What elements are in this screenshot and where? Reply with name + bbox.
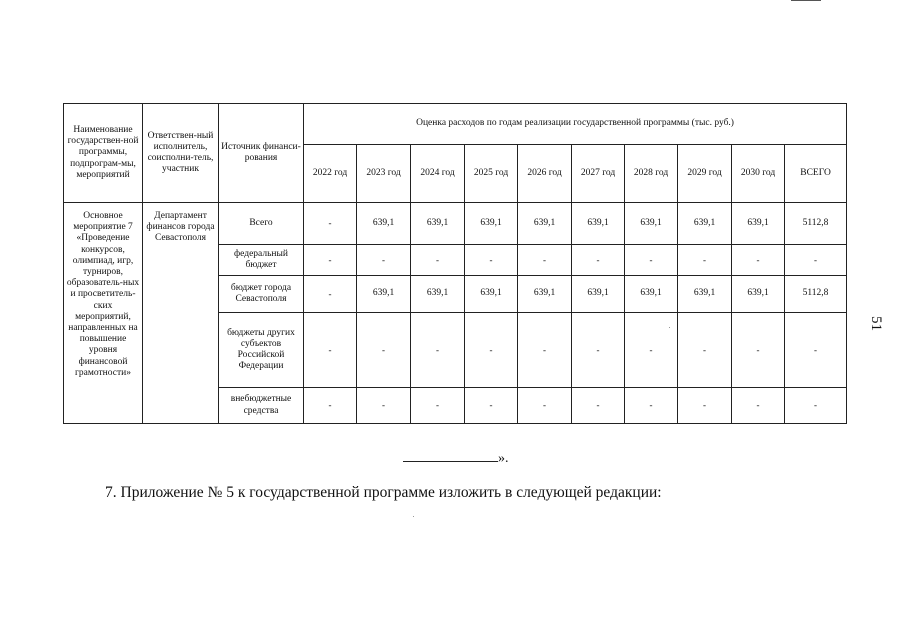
value-cell: - xyxy=(411,313,465,388)
source-cell: внебюджетные средства xyxy=(219,388,304,424)
value-cell: - xyxy=(678,313,732,388)
source-cell: бюджет города Севастополя xyxy=(219,276,304,313)
value-cell: - xyxy=(357,313,411,388)
value-cell: - xyxy=(357,245,411,276)
value-cell: - xyxy=(785,313,847,388)
year-header-cell: 2026 год xyxy=(518,145,572,203)
value-cell: 639,1 xyxy=(411,276,465,313)
value-cell: - xyxy=(465,388,518,424)
value-cell: - xyxy=(465,245,518,276)
value-cell: - xyxy=(304,388,357,424)
value-cell: 639,1 xyxy=(678,203,732,245)
header-source: Источник финанси-рования xyxy=(219,104,304,203)
value-cell: - xyxy=(357,388,411,424)
value-cell: 5112,8 xyxy=(785,276,847,313)
year-header-cell: 2022 год xyxy=(304,145,357,203)
value-cell: 639,1 xyxy=(518,276,572,313)
value-cell: 639,1 xyxy=(625,276,678,313)
value-cell: 639,1 xyxy=(357,203,411,245)
value-cell: 639,1 xyxy=(732,276,785,313)
year-header-cell: 2023 год xyxy=(357,145,411,203)
activity-executor: Департамент финансов города Севастополя xyxy=(143,203,219,424)
scan-top-line xyxy=(791,0,821,1)
value-cell: - xyxy=(785,245,847,276)
value-cell: - xyxy=(304,203,357,245)
value-cell: 639,1 xyxy=(678,276,732,313)
value-cell: - xyxy=(518,245,572,276)
source-cell: бюджеты других субъектов Российской Федерации xyxy=(219,313,304,388)
amendment-paragraph: 7. Приложение № 5 к государственной программе изложить в следующей редакции: xyxy=(105,484,662,501)
value-cell: - xyxy=(732,313,785,388)
value-cell: 639,1 xyxy=(572,203,625,245)
year-header-cell: 2025 год xyxy=(465,145,518,203)
value-cell: - xyxy=(678,245,732,276)
underline-blank xyxy=(403,450,498,462)
source-cell: федеральный бюджет xyxy=(219,245,304,276)
value-cell: - xyxy=(732,388,785,424)
year-header-cell: 2029 год xyxy=(678,145,732,203)
value-cell: - xyxy=(572,388,625,424)
value-cell: 639,1 xyxy=(465,203,518,245)
value-cell: 639,1 xyxy=(411,203,465,245)
closing-quote: ». xyxy=(498,451,509,466)
value-cell: - xyxy=(785,388,847,424)
value-cell: - xyxy=(304,276,357,313)
value-cell: - xyxy=(518,313,572,388)
value-cell: 639,1 xyxy=(518,203,572,245)
header-name: Наименование государствен-ной программы, подпрограм-мы, мероприятий xyxy=(64,104,143,203)
value-cell: - xyxy=(304,245,357,276)
value-cell: 639,1 xyxy=(572,276,625,313)
header-executor: Ответствен-ный исполнитель, соисполни-тель, участник xyxy=(143,104,219,203)
value-cell: - xyxy=(518,388,572,424)
scan-speck xyxy=(413,516,414,517)
source-cell: Всего xyxy=(219,203,304,245)
year-header-cell: ВСЕГО xyxy=(785,145,847,203)
value-cell: - xyxy=(304,313,357,388)
value-cell: - xyxy=(732,245,785,276)
value-cell: - xyxy=(411,388,465,424)
value-cell: 5112,8 xyxy=(785,203,847,245)
page-number: 51 xyxy=(868,316,884,331)
value-cell: - xyxy=(411,245,465,276)
year-header-cell: 2024 год xyxy=(411,145,465,203)
value-cell: 639,1 xyxy=(465,276,518,313)
value-cell: 639,1 xyxy=(625,203,678,245)
year-header-cell: 2030 год xyxy=(732,145,785,203)
value-cell: - xyxy=(625,388,678,424)
value-cell: - xyxy=(572,245,625,276)
year-header-cell: 2027 год xyxy=(572,145,625,203)
value-cell: - xyxy=(678,388,732,424)
activity-name: Основное мероприятие 7 «Проведение конкурсов, олимпиад, игр, турниров, образователь-ных и просветитель-ских мероприятий, направленных на повышение уровня финансовой грамотности» xyxy=(64,203,143,424)
value-cell: - xyxy=(625,245,678,276)
value-cell: 639,1 xyxy=(357,276,411,313)
value-cell: - xyxy=(465,313,518,388)
value-cell: 639,1 xyxy=(732,203,785,245)
closing-mark xyxy=(403,450,509,467)
value-cell: - xyxy=(625,313,678,388)
scan-speck xyxy=(669,327,670,328)
header-expense-group: Оценка расходов по годам реализации государственной программы (тыс. руб.) xyxy=(304,104,847,145)
expenditure-table xyxy=(63,103,847,424)
year-header-cell: 2028 год xyxy=(625,145,678,203)
value-cell: - xyxy=(572,313,625,388)
